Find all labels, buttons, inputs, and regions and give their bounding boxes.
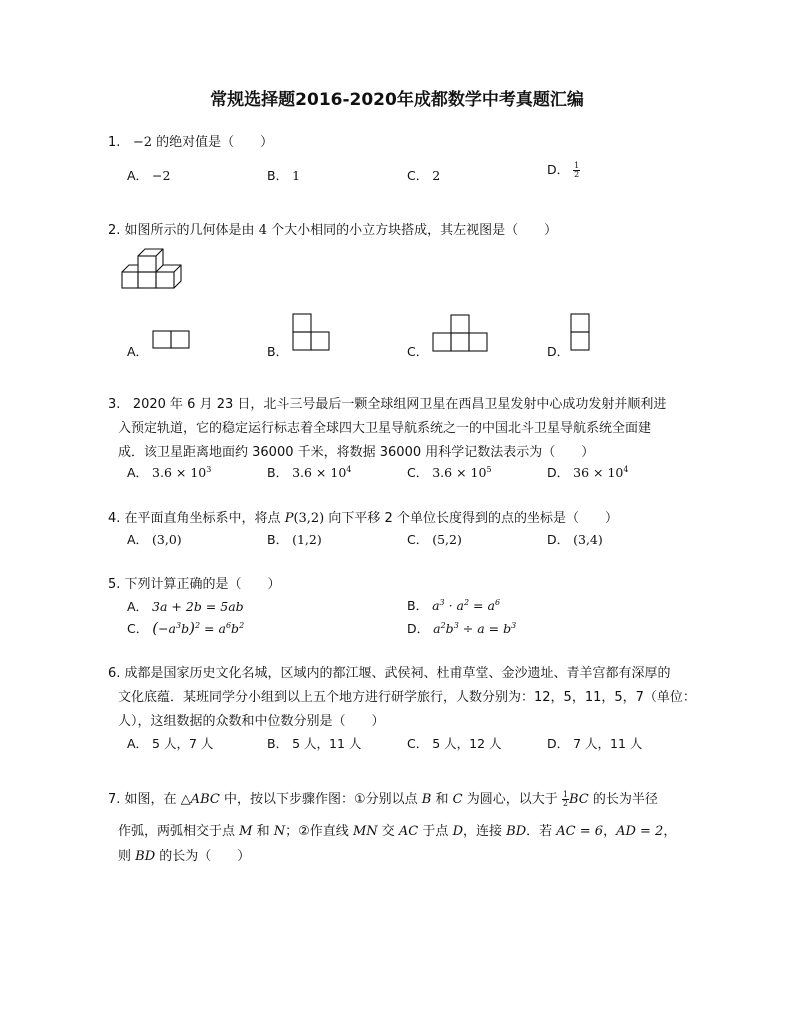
q3-line-1 [108, 393, 666, 412]
q3-number: 3. [108, 397, 121, 412]
option-label: C． [407, 344, 429, 359]
option-label: B． [407, 598, 429, 613]
option-value: $a^3 \cdot a^2 = a^6$ [432, 597, 501, 613]
q7-math: AD = 2 [616, 824, 664, 839]
option-label: C． [407, 465, 429, 480]
q7-line-1 [108, 788, 658, 808]
q6-line-1: 6. 成都是国家历史文化名城，区域内的都江堰、武侯祠、杜甫草堂、金沙遗址、青羊宫都有深厚的 [108, 666, 671, 681]
q6-option-d[interactable] [547, 734, 642, 752]
q1-option-c[interactable] [407, 166, 440, 184]
q2-text-1: 2. 如图所示的几何体是由 [108, 223, 255, 238]
fraction-numerator: 1 [562, 790, 568, 799]
q1-text: 的绝对值是（ ） [156, 135, 274, 150]
q6-option-c[interactable] [407, 734, 502, 752]
q2-option-d-figure [570, 313, 590, 351]
q4-option-c[interactable] [407, 530, 462, 548]
option-label: B． [267, 465, 289, 480]
q7-math: MN [352, 824, 378, 839]
q4-point-name: P [284, 511, 294, 526]
option-label: A． [127, 465, 149, 480]
q2-option-c-figure [432, 314, 488, 352]
option-label: A． [127, 532, 149, 547]
option-label: B． [267, 736, 289, 751]
q5-option-b[interactable] [407, 596, 500, 614]
option-value: 5 人，7 人 [152, 736, 214, 751]
q7-math: AC [398, 824, 419, 839]
q7-text: 则 [118, 849, 132, 864]
q1-option-d[interactable] [547, 160, 580, 179]
option-value: $(-a^3b)^2 = a^6b^2$ [152, 619, 245, 637]
q4-text-1: 4. 在平面直角坐标系中，将点 [108, 511, 281, 526]
q4-point-coord: (3,2) [293, 511, 325, 526]
option-label: D． [547, 736, 570, 751]
q5-stem: 5. 下列计算正确的是（ ） [108, 577, 281, 592]
option-label: A． [127, 168, 149, 183]
q6-option-b[interactable] [267, 734, 361, 752]
q7-text: ， [603, 824, 617, 839]
q7-math: N [273, 824, 286, 839]
option-label: C． [407, 168, 429, 183]
option-label: B． [267, 532, 289, 547]
q2-option-a-figure [152, 330, 190, 350]
option-label: D． [407, 621, 430, 636]
q7-text: ；②作直线 [285, 824, 349, 839]
option-label: D． [547, 532, 570, 547]
option-value: −2 [152, 168, 171, 183]
option-value: 1 [292, 168, 301, 183]
q2-stem [108, 219, 557, 238]
q7-math: M [239, 824, 253, 839]
q1-number: 1. [108, 135, 121, 150]
option-value: (5,2) [432, 532, 462, 547]
option-label: A． [127, 736, 149, 751]
option-label: C． [407, 532, 429, 547]
option-value: 36 × 10 [573, 465, 624, 480]
q6-line-2: 文化底蕴．某班同学分小组到以上五个地方进行研学旅行，人数分别为：12，5，11，5，7（单位： [118, 690, 696, 705]
q2-option-c[interactable] [407, 342, 428, 360]
q3-line-2: 入预定轨道，它的稳定运行标志着全球四大卫星导航系统之一的中国北斗卫星导航系统全面建 [118, 421, 652, 436]
q3-option-a[interactable] [127, 463, 211, 481]
q4-option-a[interactable] [127, 530, 182, 548]
q1-option-a[interactable] [127, 166, 170, 184]
q2-option-b-figure [292, 313, 330, 351]
q7-line-3 [118, 845, 250, 864]
q4-stem [108, 507, 618, 526]
q7-text: 交 [381, 824, 395, 839]
q7-math: BD [135, 849, 156, 864]
option-value: 3.6 × 10 [432, 465, 487, 480]
q7-math: BD [506, 824, 527, 839]
q7-text: 的长为半径 [592, 792, 658, 807]
q6-line-3: 人），这组数据的众数和中位数分别是（ ） [118, 714, 385, 729]
q4-option-b[interactable] [267, 530, 322, 548]
option-exponent: 3 [206, 464, 212, 474]
option-exponent: 4 [346, 464, 352, 474]
q7-math: C [452, 792, 463, 807]
q7-line-2 [118, 820, 676, 839]
q3-option-d[interactable] [547, 463, 628, 481]
option-value: (1,2) [292, 532, 322, 547]
option-exponent: 4 [623, 464, 629, 474]
option-value: 3.6 × 10 [152, 465, 207, 480]
q7-text: 于点 [422, 824, 449, 839]
option-label: A． [127, 344, 149, 359]
q2-text-2: 个大小相同的小立方块搭成，其左视图是（ ） [271, 223, 558, 238]
option-value: (3,0) [152, 532, 182, 547]
fraction-denominator: 2 [562, 799, 568, 808]
q7-text: 中，按以下步骤作图：①分别以点 [223, 792, 418, 807]
q3-option-c[interactable] [407, 463, 492, 481]
fraction-denominator: 2 [574, 170, 580, 179]
option-value: 5 人，12 人 [432, 736, 502, 751]
fraction-half [562, 791, 569, 808]
option-value: 5 人，11 人 [292, 736, 362, 751]
q7-math: AC = 6 [556, 824, 604, 839]
q7-text: 作弧，两弧相交于点 [118, 824, 236, 839]
q7-math: B [421, 792, 432, 807]
q3-option-b[interactable] [267, 463, 351, 481]
cube-solid-figure [120, 246, 190, 294]
option-value: (3,4) [573, 532, 603, 547]
q7-text: ，连接 [463, 824, 503, 839]
q2-option-d[interactable] [547, 342, 569, 360]
option-label: C． [127, 621, 149, 636]
q4-text-2: 向下平移 2 个单位长度得到的点的坐标是（ ） [328, 511, 618, 526]
option-label: B． [267, 168, 289, 183]
q1-value: −2 [132, 135, 152, 150]
q7-math: BC [568, 792, 589, 807]
q7-text: 为圆心，以大于 [466, 792, 558, 807]
option-exponent: 5 [486, 464, 492, 474]
q7-math: △ABC [180, 792, 220, 807]
q1-stem [108, 131, 273, 150]
q1-option-b[interactable] [267, 166, 300, 184]
q2-option-b[interactable] [267, 342, 288, 360]
q7-text: 的长为（ ） [159, 849, 251, 864]
option-label: C． [407, 736, 429, 751]
q7-text: ．若 [526, 824, 553, 839]
option-label: B． [267, 344, 289, 359]
option-label: D． [547, 465, 570, 480]
option-label: D． [547, 344, 570, 359]
fraction-half [573, 162, 580, 179]
q5-option-a[interactable] [127, 597, 244, 615]
option-value: 3a + 2b = 5ab [152, 599, 244, 614]
q2-count: 4 [258, 223, 267, 238]
q3-line-3: 成．该卫星距离地面约 36000 千米，将数据 36000 用科学记数法表示为（ ） [118, 445, 595, 460]
fraction-numerator: 1 [574, 161, 580, 170]
option-value: 2 [432, 168, 441, 183]
option-label: D． [547, 162, 570, 177]
page-title: 常规选择题2016-2020年成都数学中考真题汇编 [210, 90, 584, 110]
q4-option-d[interactable] [547, 530, 603, 548]
q7-text: 7. 如图，在 [108, 792, 177, 807]
q7-text: 和 [435, 792, 449, 807]
option-value: 3.6 × 10 [292, 465, 347, 480]
q7-text: 和 [256, 824, 270, 839]
q6-option-a[interactable] [127, 734, 213, 752]
q7-text: ， [663, 824, 677, 839]
q2-option-a[interactable] [127, 342, 148, 360]
q3-text-1: 2020 年 6 月 23 日，北斗三号最后一颗全球组网卫星在西昌卫星发射中心成功发射并顺利进 [132, 397, 667, 412]
option-value: $a^2b^3 \div a = b^3$ [433, 620, 517, 636]
q5-option-d[interactable] [407, 619, 516, 637]
option-label: A． [127, 599, 149, 614]
q5-option-c[interactable] [127, 619, 244, 637]
q7-math: D [452, 824, 463, 839]
option-value: 7 人，11 人 [573, 736, 643, 751]
